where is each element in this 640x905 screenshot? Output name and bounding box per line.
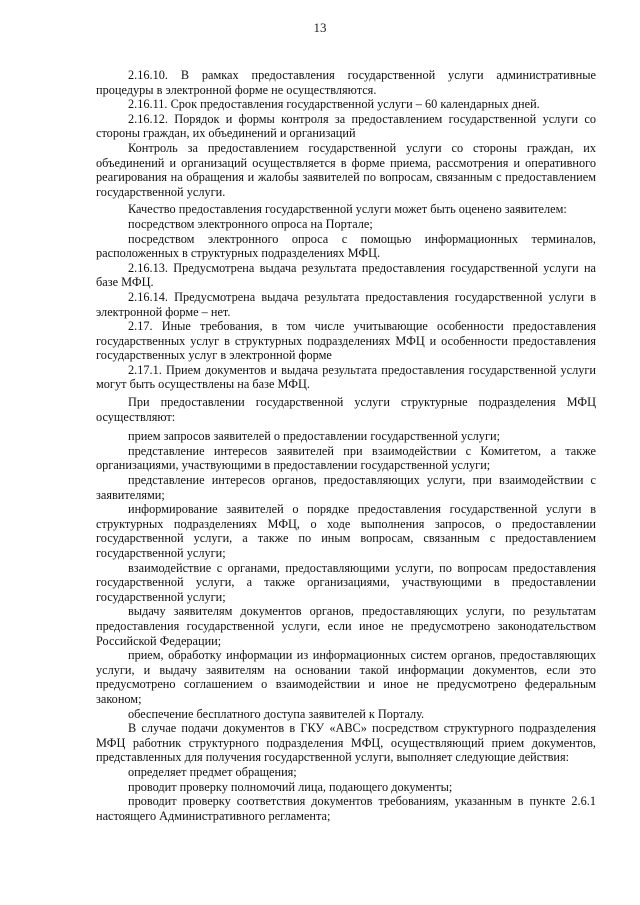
paragraph-2-16-11: 2.16.11. Срок предоставления государственной услуги – 60 календарных дней.	[128, 97, 540, 112]
paragraph-action-1: определяет предмет обращения;	[128, 764, 297, 779]
paragraph-2-17: 2.17. Иные требования, в том числе учитывающие особенности предоставления государственных услуг в структурных подразделениях МФЦ и особенности предоставления государственных услуг в электронной форме	[96, 319, 596, 363]
paragraph-mfc-item-6: выдачу заявителям документов органов, предоставляющих услуги, по результатам предоставления государственной услуги, если иное не предусмотрено законодательством Российской Федерации;	[96, 604, 596, 648]
paragraph-2-16-12: 2.16.12. Порядок и формы контроля за предоставлением государственной услуги со стороны граждан, их объединений и организаций	[96, 111, 596, 141]
paragraph-mfc-item-5: взаимодействие с органами, предоставляющими услуги, по вопросам предоставления государственной услуги, а также организациями, участвующими в предоставлении государственной услуги;	[96, 560, 596, 604]
paragraph-mfc-item-2: представление интересов заявителей при взаимодействии с Комитетом, а также организациями, участвующими в предоставлении государственной услуги;	[96, 443, 596, 473]
paragraph-2-16-13: 2.16.13. Предусмотрена выдача результата предоставления государственной услуги на базе МФЦ.	[96, 260, 596, 290]
document-body	[96, 68, 596, 823]
paragraph-abc-submission: В случае подачи документов в ГКУ «АВС» посредством структурного подразделения МФЦ работник структурного подразделения МФЦ, осуществляющий прием документов, представленных для получения государственной услуги, выполняет следующие действия:	[96, 721, 596, 765]
paragraph-2-16-10: 2.16.10. В рамках предоставления государственной услуги административные процедуры в электронной форме не осуществляются.	[96, 68, 596, 97]
paragraph-2-16-14: 2.16.14. Предусмотрена выдача результата предоставления государственной услуги в электронной форме – нет.	[96, 289, 596, 319]
page-number: 13	[313, 20, 327, 35]
paragraph-control: Контроль за предоставлением государственной услуги со стороны граждан, их объединений и организаций осуществляется в форме приема, рассмотрения и оперативного реагирования на обращения и жалобы заявителей по вопросам, связанным с предоставлением государственной услуги.	[96, 140, 596, 199]
paragraph-terminal-survey: посредством электронного опроса с помощью информационных терминалов, расположенных в структурных подразделениях МФЦ.	[96, 231, 596, 261]
paragraph-mfc-intro: При предоставлении государственной услуги структурные подразделения МФЦ осуществляют:	[96, 395, 596, 424]
paragraph-mfc-item-1: прием запросов заявителей о предоставлении государственной услуги;	[128, 429, 500, 444]
paragraph-portal-survey: посредством электронного опроса на Портале;	[128, 216, 373, 231]
paragraph-mfc-item-3: представление интересов органов, предоставляющих услуги, при взаимодействии с заявителями;	[96, 473, 596, 502]
paragraph-action-3: проводит проверку соответствия документов требованиям, указанным в пункте 2.6.1 настоящего Административного регламента;	[96, 794, 596, 823]
paragraph-mfc-item-8: обеспечение бесплатного доступа заявителей к Порталу.	[128, 706, 425, 721]
paragraph-mfc-item-4: информирование заявителей о порядке предоставления государственной услуги в структурных подразделениях МФЦ, о ходе выполнения запросов, о предоставлении государственной услуги, а также по иным вопросам, связанным с предоставлением государственной услуги;	[96, 502, 596, 560]
paragraph-action-2: проводит проверку полномочий лица, подающего документы;	[128, 779, 453, 794]
paragraph-quality: Качество предоставления государственной услуги может быть оценено заявителем:	[128, 202, 567, 217]
paragraph-mfc-item-7: прием, обработку информации из информационных систем органов, предоставляющих услуги, и выдачу заявителям на основании такой информации документов, если это предусмотрено соглашением о взаимодействии и иное не предусмотрено федеральным законом;	[96, 648, 596, 706]
paragraph-2-17-1: 2.17.1. Прием документов и выдача результата предоставления государственной услуги могут быть осуществлены на базе МФЦ.	[96, 362, 596, 392]
